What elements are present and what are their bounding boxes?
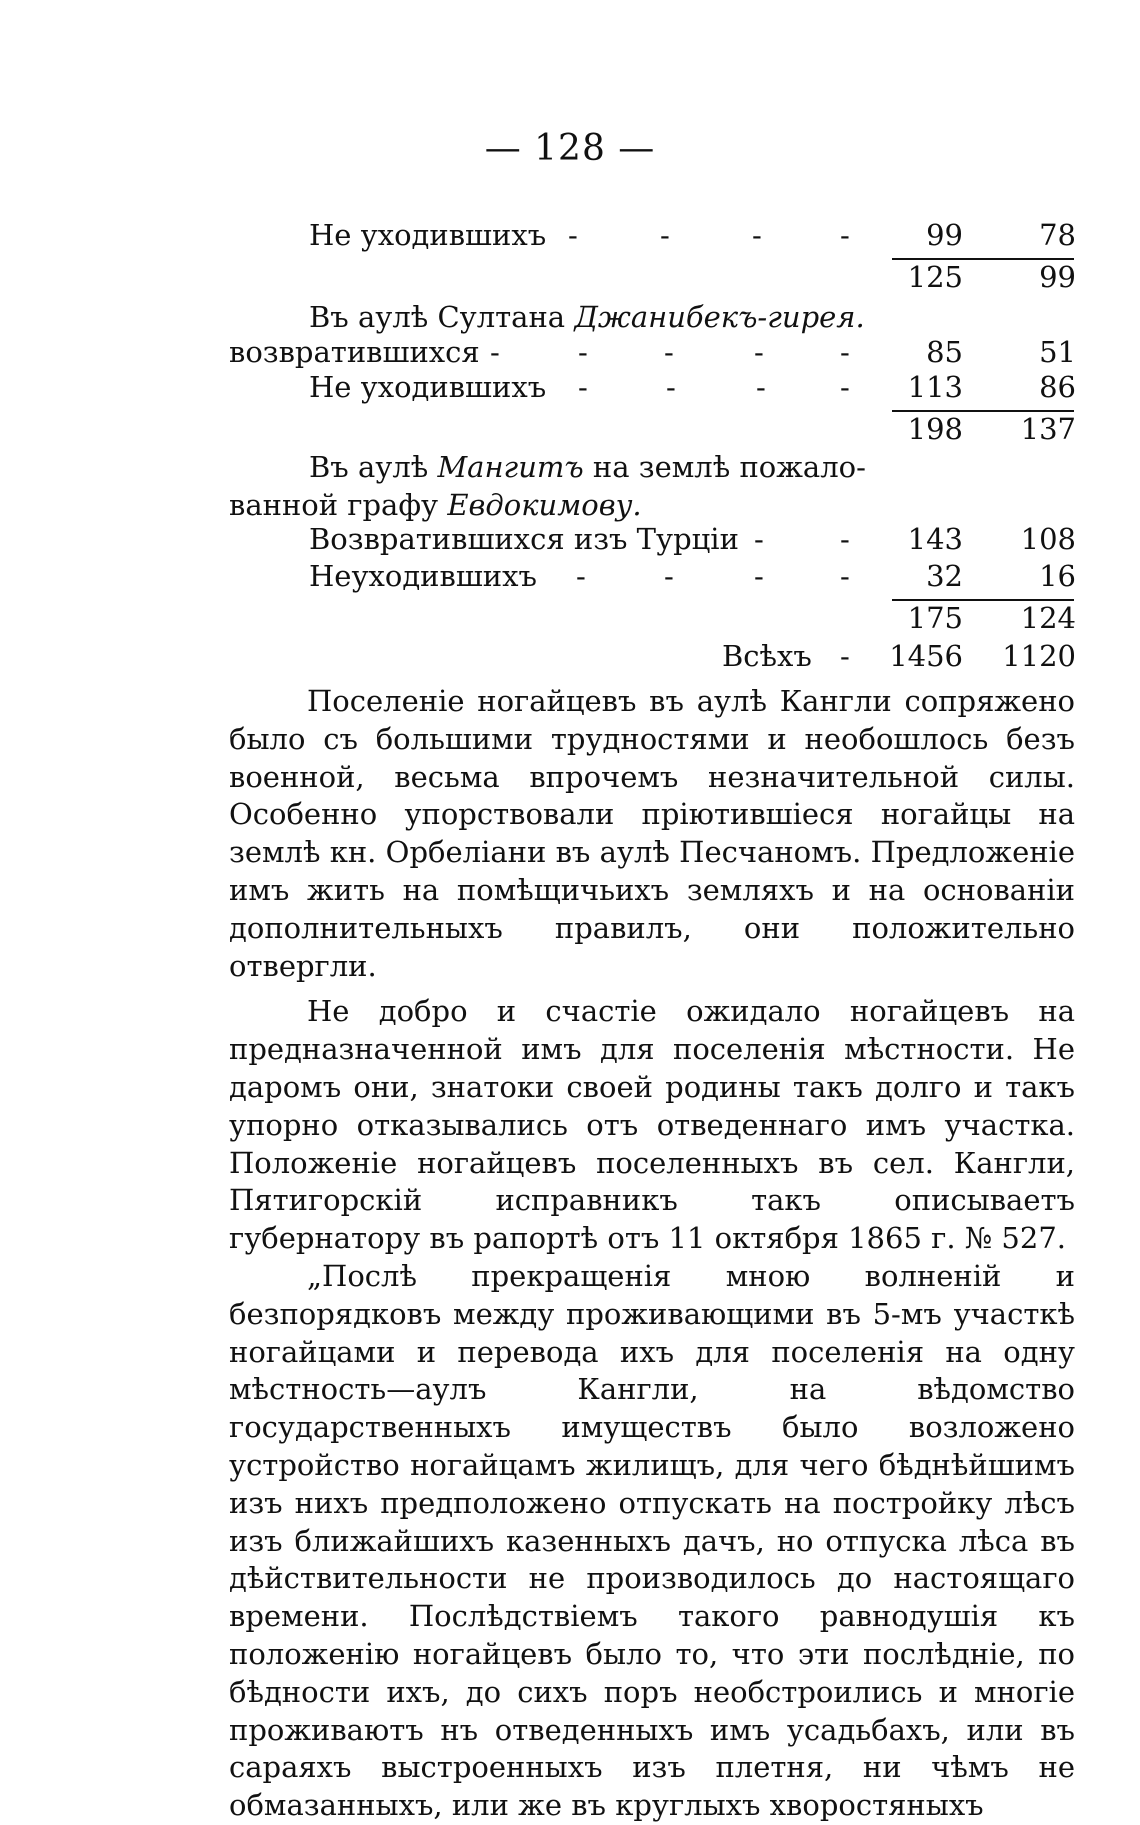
subtotal-row — [0, 599, 1140, 637]
page-number: — 128 — — [484, 128, 656, 169]
row-label: Не уходившихъ — [309, 370, 547, 404]
body-text — [229, 683, 1075, 1825]
row-label: Возвратившихся изъ Турціи — [309, 522, 739, 556]
subtotal-women: 137 — [1020, 412, 1076, 446]
table-row: возвратившихся - - - - - 85 51 — [229, 335, 1076, 369]
value-women: 78 — [1039, 218, 1076, 252]
section-heading: Въ аулѣ Султана Джанибекъ-гирея. — [309, 300, 865, 334]
value-women: 16 — [1039, 559, 1076, 593]
value-women: 86 — [1039, 370, 1076, 404]
table-row: Возвратившихся изъ Турціи - - 143 108 — [309, 522, 1076, 556]
subtotal-women: 124 — [1020, 601, 1076, 635]
value-women: 51 — [1039, 335, 1076, 369]
section-heading-cont: ванной графу Евдокимову. — [229, 488, 642, 522]
subtotal-row — [0, 258, 1140, 296]
value-men: 85 — [926, 335, 963, 369]
subtotal-row — [0, 410, 1140, 448]
subtotal-men: 198 — [907, 412, 963, 446]
table-row: Не уходившихъ - - - - 99 78 — [309, 218, 1076, 252]
subtotal-men: 175 — [907, 601, 963, 635]
table-row: Не уходившихъ - - - - 113 86 — [309, 370, 1076, 404]
grand-total-row: Всѣхъ - 1456 1120 — [722, 639, 1076, 673]
table-row: Неуходившихъ - - - - 32 16 — [309, 559, 1076, 593]
value-women: 108 — [1020, 522, 1076, 556]
total-men: 1456 — [889, 639, 963, 673]
row-label: Не уходившихъ — [309, 218, 547, 252]
value-men: 32 — [926, 559, 963, 593]
value-men: 143 — [907, 522, 963, 556]
paragraph: Поселеніе ногайцевъ въ аулѣ Кангли сопряжено было съ большими трудностями и необошлось безъ военной, весьма впрочемъ незначительной силы. Особенно упорствовали пріютившіеся ногайцы на землѣ кн. Орбеліани въ аулѣ Песчаномъ. Предложеніе имъ жить на помѣщичьихъ земляхъ и на основаніи дополнительныхъ правилъ, они положительно отвергли. — [229, 684, 1075, 983]
value-men: 99 — [926, 218, 963, 252]
row-label: Неуходившихъ — [309, 559, 537, 593]
total-label: Всѣхъ — [722, 639, 812, 673]
paragraph: Не добро и счастіе ожидало ногайцевъ на предназначенной имъ для поселенія мѣстности. Не даромъ они, знатоки своей родины такъ долго и такъ упорно отказывались отъ отведеннаго имъ участка. Положеніе ногайцевъ поселенныхъ въ сел. Кангли, Пятигорскій исправникъ такъ описываетъ губернатору въ рапортѣ отъ 11 октября 1865 г. № 527. — [229, 994, 1075, 1256]
value-men: 113 — [907, 370, 963, 404]
row-label: возвратившихся — [229, 335, 480, 369]
section-heading: Въ аулѣ Мангитъ на землѣ пожало- — [309, 450, 866, 484]
subtotal-women: 99 — [1039, 260, 1076, 294]
subtotal-men: 125 — [907, 260, 963, 294]
paragraph: „Послѣ прекращенія мною волненій и безпорядковъ между проживающими въ 5-мъ участкѣ ногайцами и перевода ихъ для поселенія на одну мѣстность—аулъ Кангли, на вѣдомство государственныхъ имуществъ было возложено устройство ногайцамъ жилищъ, для чего бѣднѣйшимъ изъ нихъ предположено отпускать на постройку лѣсъ изъ ближайшихъ казенныхъ дачъ, но отпуска лѣса въ дѣйствительности не производилось до настоящаго времени. Послѣдствіемъ такого равнодушія къ положенію ногайцевъ было то, что эти послѣдніе, по бѣдности ихъ, до сихъ поръ необстроились и многіе проживаютъ нъ отведенныхъ имъ усадьбахъ, или въ сараяхъ выстроенныхъ изъ плетня, ни чѣмъ не обмазанныхъ, или же въ круглыхъ хворостяныхъ — [229, 1258, 1075, 1823]
total-women: 1120 — [1002, 639, 1076, 673]
